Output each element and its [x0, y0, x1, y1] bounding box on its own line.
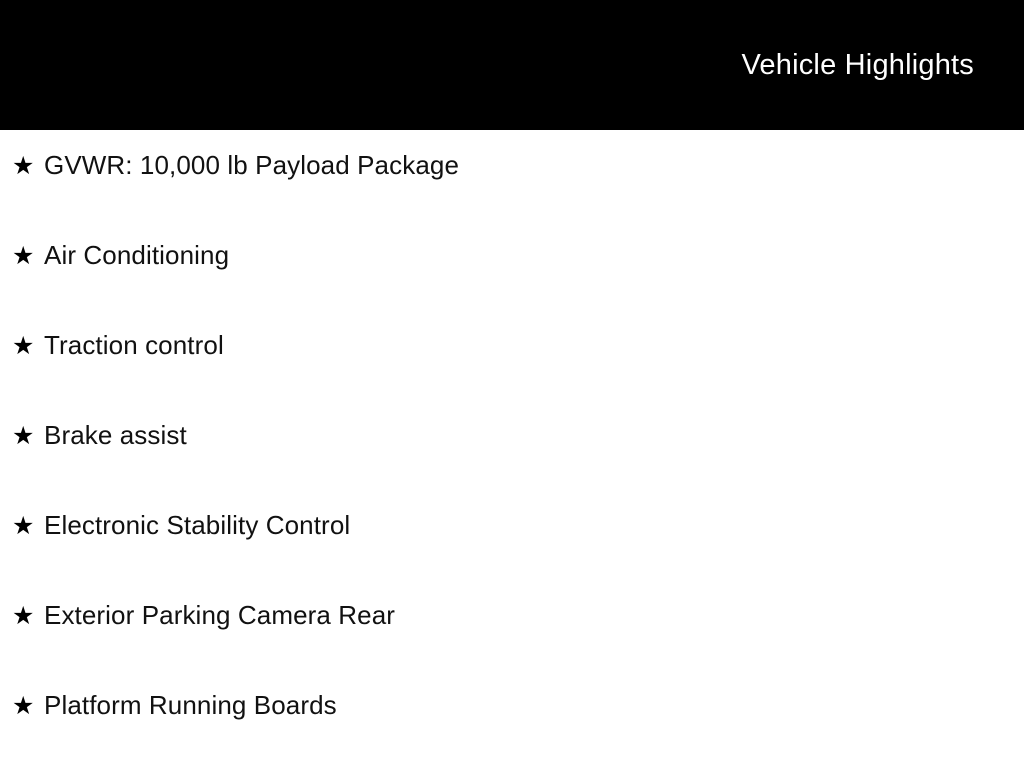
- list-item-label: GVWR: 10,000 lb Payload Package: [44, 150, 459, 180]
- star-icon: ★: [12, 512, 35, 540]
- star-icon: ★: [12, 422, 35, 450]
- list-item: [0, 332, 1024, 422]
- list-item: [0, 242, 1024, 332]
- list-item: [0, 602, 1024, 692]
- list-item-label: Platform Running Boards: [44, 690, 337, 720]
- star-icon: ★: [12, 602, 35, 630]
- list-item-label: Traction control: [44, 330, 224, 360]
- list-item: [0, 512, 1024, 602]
- star-icon: ★: [12, 692, 35, 720]
- list-item-label: Electronic Stability Control: [44, 510, 351, 540]
- star-icon: ★: [12, 242, 35, 270]
- vehicle-highlights-list: [0, 130, 1024, 782]
- list-item-label: Brake assist: [44, 420, 187, 450]
- star-icon: ★: [12, 152, 35, 180]
- list-item-label: Exterior Parking Camera Rear: [44, 600, 396, 630]
- list-item: [0, 152, 1024, 242]
- list-item: [0, 692, 1024, 782]
- header-bar: [0, 0, 1024, 130]
- list-item-label: Air Conditioning: [44, 240, 230, 270]
- page-title: Vehicle Highlights: [741, 48, 974, 81]
- star-icon: ★: [12, 332, 35, 360]
- list-item: [0, 422, 1024, 512]
